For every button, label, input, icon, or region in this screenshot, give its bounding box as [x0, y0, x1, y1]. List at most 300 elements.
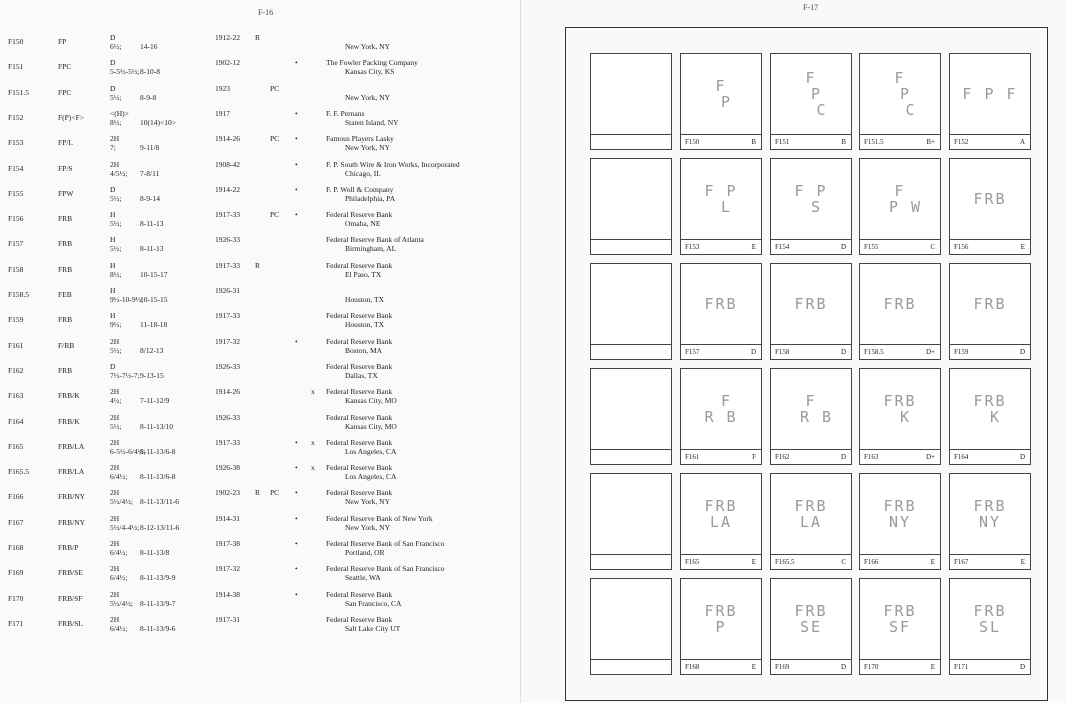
hole-count: 7-8/11 — [140, 168, 160, 178]
perfin-pattern: FRB SF — [883, 602, 917, 636]
bullet-mark: • — [295, 336, 298, 346]
years-used: 1923 — [215, 83, 230, 93]
blank-cell — [590, 473, 672, 570]
perfin-pattern: FRB SL — [973, 602, 1007, 636]
user-name: Famous Players Lasky — [326, 134, 394, 144]
pattern-code: FPC — [58, 87, 72, 97]
perfin-cell — [949, 473, 1031, 570]
pattern-code: FP/L — [58, 138, 74, 148]
user-name: Federal Reserve Bank — [326, 260, 393, 270]
hole-size: 6/4½; — [110, 573, 128, 583]
pattern-code: FRB/K — [58, 391, 80, 401]
cell-grade: B+ — [926, 138, 935, 146]
perfin-pattern — [591, 54, 671, 134]
perfin-pattern: F R B — [704, 392, 738, 426]
cell-grade: D — [840, 663, 846, 671]
row-id: F165.5 — [8, 467, 30, 477]
page-number: F-17 — [803, 3, 819, 12]
cell-id: F161 — [685, 453, 700, 461]
hole-count: 8-9-14 — [140, 193, 160, 203]
user-name: Federal Reserve Bank — [326, 210, 393, 220]
bullet-mark: • — [295, 210, 298, 220]
perfin-pattern: FRB — [973, 295, 1007, 313]
hole-count: 8-9-8 — [140, 92, 157, 102]
bullet-mark: • — [295, 159, 298, 169]
user-location: Chicago, IL — [345, 168, 381, 178]
hole-size: 7½-7½-7; — [110, 370, 140, 380]
years-used: 1917-33 — [215, 210, 240, 220]
cell-caption — [950, 344, 1030, 359]
hole-size: 8½; — [110, 269, 122, 279]
perfin-cell — [859, 158, 941, 255]
cell-id: F171 — [954, 663, 969, 671]
user-name: Federal Reserve Bank — [326, 336, 393, 346]
user-location: New York, NY — [345, 92, 391, 102]
perfin-cell — [680, 158, 762, 255]
user-location: Philadelphia, PA — [345, 193, 396, 203]
die-type: H — [110, 210, 116, 220]
user-name: F. P. Woll & Company — [326, 184, 394, 194]
perfin-pattern: FRB NY — [973, 497, 1007, 531]
cell-grade: F — [752, 453, 756, 461]
hole-count: 8-11-13/6-8 — [140, 472, 176, 482]
years-used: 1926-38 — [215, 463, 240, 473]
user-name: Federal Reserve Bank of Atlanta — [326, 235, 424, 245]
perfin-pattern: FRB — [883, 295, 917, 313]
row-id: F153 — [8, 138, 24, 148]
cell-grade: E — [930, 663, 935, 671]
perfin-cell — [680, 368, 762, 465]
die-type: D — [110, 361, 116, 371]
row-id: F171 — [8, 618, 24, 628]
pattern-code: F(P)<F> — [58, 112, 84, 122]
row-id: F154 — [8, 163, 24, 173]
cell-caption — [950, 134, 1030, 149]
pattern-code: FRB/K — [58, 416, 80, 426]
die-type: 2H — [110, 437, 120, 447]
die-type: 2H — [110, 564, 120, 574]
perfin-pattern: FRB K — [883, 392, 917, 426]
cell-id: F170 — [864, 663, 879, 671]
perfin-cell — [859, 368, 941, 465]
left-page — [0, 0, 520, 703]
cell-grade: A — [1019, 138, 1025, 146]
row-id: F165 — [8, 441, 24, 451]
cell-id: F158.5 — [864, 348, 884, 356]
cell-caption — [860, 134, 940, 149]
perfin-cell — [680, 263, 762, 360]
row-id: F164 — [8, 416, 24, 426]
user-name: Federal Reserve Bank of San Francisco — [326, 564, 445, 574]
pattern-code: FRB/SL — [58, 618, 84, 628]
user-location: New York, NY — [345, 143, 391, 153]
die-type: H — [110, 260, 116, 270]
user-location: Los Angeles, CA — [345, 446, 397, 456]
row-id: F159 — [8, 315, 24, 325]
hole-size: 4/5½; — [110, 168, 128, 178]
perfin-cell — [680, 53, 762, 150]
pattern-code: FRB/SF — [58, 593, 83, 603]
years-used: 1917-33 — [215, 437, 240, 447]
cell-caption — [681, 554, 761, 569]
years-used: 1917-32 — [215, 336, 240, 346]
years-used: 1926-33 — [215, 235, 240, 245]
die-type: D — [110, 33, 116, 42]
blank-cell — [590, 53, 672, 150]
perfin-grid — [565, 27, 1048, 701]
perfin-cell — [680, 578, 762, 675]
hole-count: 8-11-13/9-7 — [140, 598, 176, 608]
cell-id: F155 — [864, 243, 879, 251]
pattern-code: FRB — [58, 239, 73, 249]
user-name: The Fowler Packing Company — [326, 58, 418, 68]
years-used: 1926-31 — [215, 286, 240, 295]
perfin-cell — [859, 578, 941, 675]
hole-count: 8-11-13/8 — [140, 548, 170, 557]
row-id: F167 — [8, 517, 24, 527]
die-type: H — [110, 286, 116, 295]
cell-id: F152 — [954, 138, 969, 146]
user-location: Portland, OR — [345, 548, 385, 557]
die-type: 2H — [110, 614, 120, 624]
rarity-flag: R — [255, 260, 261, 270]
hole-size: 7; — [110, 143, 116, 153]
die-type: 2H — [110, 412, 120, 422]
row-id: F162 — [8, 365, 24, 375]
hole-count: 10-15-17 — [140, 269, 168, 279]
years-used: 1914-38 — [215, 589, 240, 599]
cell-caption — [591, 449, 671, 464]
user-name: Federal Reserve Bank of San Francisco — [326, 539, 445, 548]
perfin-pattern: FRB — [973, 190, 1007, 208]
x-mark: x — [311, 437, 315, 447]
hole-size: 9½; — [110, 320, 122, 330]
hole-count: 10(14)<10> — [140, 117, 176, 127]
perfin-cell — [770, 158, 852, 255]
years-used: 1902-12 — [215, 58, 240, 68]
pattern-code: FRB/NY — [58, 517, 86, 527]
cell-caption — [860, 344, 940, 359]
user-name: Federal Reserve Bank — [326, 614, 393, 624]
perfin-cell — [770, 53, 852, 150]
cell-caption — [591, 239, 671, 254]
perfin-pattern: F P C — [894, 69, 917, 119]
years-used: 1917-33 — [215, 260, 240, 270]
user-name: Federal Reserve Bank — [326, 463, 393, 473]
row-id: F166 — [8, 492, 24, 502]
bullet-mark: • — [295, 437, 298, 447]
hole-count: 8-11-13/9-9 — [140, 573, 176, 583]
perfin-pattern — [591, 264, 671, 344]
years-used: 1926-33 — [215, 361, 240, 371]
perfin-pattern: FRB LA — [794, 497, 828, 531]
pattern-code: FP — [58, 37, 67, 46]
row-id: F151 — [8, 62, 24, 72]
row-id: F170 — [8, 593, 24, 603]
x-mark: x — [311, 463, 315, 473]
user-location: Houston, TX — [345, 320, 385, 330]
years-used: 1926-33 — [215, 412, 240, 422]
die-type: 2H — [110, 336, 120, 346]
rarity-flag: R — [255, 33, 261, 42]
cell-grade: D — [1019, 663, 1025, 671]
page-number: F-16 — [258, 8, 274, 17]
pattern-code: F/RB — [58, 340, 75, 350]
user-name: F. F. Pernans — [326, 108, 365, 118]
bullet-mark: • — [295, 134, 298, 144]
cell-id: F169 — [775, 663, 790, 671]
hole-size: 5½; — [110, 193, 122, 203]
hole-size: 6/4½; — [110, 548, 128, 557]
hole-count: 8-10-8 — [140, 67, 160, 77]
hole-count: 8-11-13/11-6 — [140, 497, 180, 507]
pattern-code: FRB — [58, 365, 73, 375]
cell-caption — [860, 239, 940, 254]
cell-id: F163 — [864, 453, 879, 461]
hole-size: 5½/4½; — [110, 598, 133, 608]
pattern-code: FRB — [58, 264, 73, 274]
bullet-mark: • — [295, 108, 298, 118]
die-type: D — [110, 83, 116, 93]
cell-id: F158 — [775, 348, 790, 356]
cell-grade: D — [1019, 348, 1025, 356]
years-used: 1917-33 — [215, 311, 240, 321]
cell-grade: D+ — [925, 453, 935, 461]
hole-count: 9-13-15 — [140, 370, 164, 380]
bullet-mark: • — [295, 463, 298, 473]
years-used: 1908-42 — [215, 159, 240, 169]
die-type: 2H — [110, 463, 120, 473]
pattern-code: FRB/LA — [58, 441, 85, 451]
cell-grade: E — [751, 243, 756, 251]
perfin-pattern: F P L — [704, 182, 738, 216]
cell-id: F165 — [685, 558, 700, 566]
cell-id: F151.5 — [864, 138, 884, 146]
bullet-mark: • — [295, 184, 298, 194]
user-location: Staten Island, NY — [345, 117, 399, 127]
perfin-cell — [949, 368, 1031, 465]
user-name: F. P. South Wire & Iron Works, Incorporated — [326, 159, 460, 169]
years-used: 1914-22 — [215, 184, 240, 194]
cell-id: F157 — [685, 348, 700, 356]
user-location: Omaha, NE — [345, 219, 381, 229]
user-location: New York, NY — [345, 497, 391, 507]
cell-id: F150 — [685, 138, 700, 146]
cell-caption — [771, 659, 851, 674]
hole-count: 10-15-15 — [140, 295, 168, 304]
perfin-cell — [949, 263, 1031, 360]
cell-grade: D — [840, 453, 846, 461]
hole-count: 14-16 — [140, 42, 158, 51]
user-location: Birmingham, AL — [345, 244, 397, 254]
years-used: 1914-31 — [215, 513, 240, 523]
row-id: F155 — [8, 188, 24, 198]
blank-cell — [590, 263, 672, 360]
die-type: 2H — [110, 387, 120, 397]
blank-cell — [590, 578, 672, 675]
pc-flag: PC — [270, 134, 280, 144]
user-location: Kansas City, MO — [345, 421, 397, 431]
cell-grade: E — [930, 558, 935, 566]
die-type: <(H)> — [110, 108, 129, 118]
perfin-cell — [680, 473, 762, 570]
hole-count: 7-11-12/9 — [140, 396, 170, 406]
blank-cell — [590, 158, 672, 255]
user-location: Los Angeles, CA — [345, 472, 397, 482]
cell-caption — [771, 134, 851, 149]
row-id: F169 — [8, 568, 24, 578]
user-name: Federal Reserve Bank — [326, 412, 393, 422]
row-id: F158 — [8, 264, 24, 274]
perfin-pattern: F P W — [888, 182, 923, 216]
user-location: El Paso, TX — [345, 269, 382, 279]
hole-size: 5½; — [110, 345, 122, 355]
cell-id: F166 — [864, 558, 879, 566]
hole-size: 6/4½; — [110, 472, 128, 482]
user-location: San Francisco, CA — [345, 598, 402, 608]
user-location: Boston, MA — [345, 345, 383, 355]
perfin-cell — [859, 53, 941, 150]
perfin-cell — [949, 158, 1031, 255]
perfin-pattern: FRB SE — [794, 602, 828, 636]
cell-caption — [950, 659, 1030, 674]
perfin-pattern: F P C — [805, 69, 828, 119]
perfin-cell — [859, 263, 941, 360]
hole-size: 8½; — [110, 117, 122, 127]
cell-caption — [681, 659, 761, 674]
perfin-pattern: F P — [715, 77, 733, 111]
user-name: Federal Reserve Bank — [326, 311, 393, 321]
cell-id: F164 — [954, 453, 969, 461]
hole-size: 5-5½-5½; — [110, 67, 140, 77]
cell-caption — [771, 344, 851, 359]
die-type: 2H — [110, 539, 120, 548]
cell-caption — [681, 239, 761, 254]
hole-size: 5½/4½; — [110, 497, 133, 507]
die-type: 2H — [110, 589, 120, 599]
perfin-pattern — [591, 369, 671, 449]
bullet-mark: • — [295, 58, 298, 68]
row-id: F161 — [8, 340, 24, 350]
perfin-pattern — [591, 159, 671, 239]
cell-caption — [771, 554, 851, 569]
cell-caption — [681, 344, 761, 359]
cell-grade: E — [1020, 558, 1025, 566]
cell-grade: B — [841, 138, 846, 146]
row-id: F163 — [8, 391, 24, 401]
perfin-cell — [770, 578, 852, 675]
perfin-cell — [770, 263, 852, 360]
hole-count: 8/12-13 — [140, 345, 164, 355]
row-id: F152 — [8, 112, 24, 122]
perfin-pattern — [591, 474, 671, 554]
cell-id: F165.5 — [775, 558, 795, 566]
user-location: New York, NY — [345, 42, 391, 51]
hole-count: 8-12-13/11-6 — [140, 522, 180, 532]
die-type: 2H — [110, 159, 120, 169]
pattern-code: FRB — [58, 214, 73, 224]
die-type: D — [110, 58, 116, 68]
die-type: H — [110, 311, 116, 321]
perfin-pattern: FRB P — [704, 602, 738, 636]
rarity-flag: R — [255, 488, 261, 498]
user-location: Kansas City, KS — [345, 67, 395, 77]
cell-caption — [950, 554, 1030, 569]
cell-grade: E — [751, 558, 756, 566]
cell-caption — [950, 239, 1030, 254]
cell-caption — [771, 449, 851, 464]
hole-count: 11-18-18 — [140, 320, 168, 330]
cell-caption — [591, 344, 671, 359]
cell-id: F168 — [685, 663, 700, 671]
user-location: Kansas City, MO — [345, 396, 397, 406]
row-id: F157 — [8, 239, 24, 249]
user-location: New York, NY — [345, 522, 391, 532]
hole-count: 8-11-13/10 — [140, 421, 174, 431]
user-name: Federal Reserve Bank — [326, 361, 393, 371]
cell-caption — [681, 134, 761, 149]
hole-size: 4½; — [110, 396, 122, 406]
hole-size: 6-5½-6/4½; — [110, 446, 146, 456]
cell-id: F154 — [775, 243, 790, 251]
hole-size: 9½-10-9½; — [110, 295, 144, 304]
perfin-pattern: FRB — [704, 295, 738, 313]
years-used: 1912-22 — [215, 33, 240, 42]
bullet-mark: • — [295, 539, 298, 548]
perfin-cell — [949, 53, 1031, 150]
die-type: 2H — [110, 513, 120, 523]
years-used: 1902-23 — [215, 488, 240, 498]
years-used: 1914-26 — [215, 387, 240, 397]
hole-count: 8-11-13 — [140, 244, 164, 254]
cell-id: F167 — [954, 558, 969, 566]
cell-id: F162 — [775, 453, 790, 461]
cell-caption — [771, 239, 851, 254]
years-used: 1914-26 — [215, 134, 240, 144]
pattern-code: FRB/LA — [58, 467, 85, 477]
bullet-mark: • — [295, 513, 298, 523]
years-used: 1917-38 — [215, 539, 240, 548]
cell-caption — [950, 449, 1030, 464]
die-type: D — [110, 184, 116, 194]
perfin-pattern: FRB NY — [883, 497, 917, 531]
pattern-code: FP/S — [58, 163, 73, 173]
perfin-pattern: F P S — [794, 182, 828, 216]
perfin-cell — [949, 578, 1031, 675]
cell-id: F151 — [775, 138, 790, 146]
pattern-code: FPW — [58, 188, 74, 198]
hole-count: 8-11-13/6-8 — [140, 446, 176, 456]
years-used: 1917-31 — [215, 614, 240, 624]
pattern-code: FRB — [58, 315, 73, 325]
hole-size: 5½; — [110, 219, 122, 229]
bullet-mark: • — [295, 564, 298, 574]
years-used: 1917 — [215, 108, 230, 118]
pattern-code: FRB/NY — [58, 492, 86, 502]
hole-size: 5½; — [110, 92, 122, 102]
perfin-pattern: FRB LA — [704, 497, 738, 531]
user-location: Salt Lake City UT — [345, 623, 401, 633]
row-id: F156 — [8, 214, 24, 224]
pc-flag: PC — [270, 488, 280, 498]
cell-caption — [860, 659, 940, 674]
hole-size: 6½; — [110, 42, 122, 51]
die-type: 2H — [110, 488, 120, 498]
cell-grade: D+ — [925, 348, 935, 356]
user-name: Federal Reserve Bank — [326, 437, 393, 447]
row-id: F158.5 — [8, 290, 30, 299]
die-type: H — [110, 235, 116, 245]
